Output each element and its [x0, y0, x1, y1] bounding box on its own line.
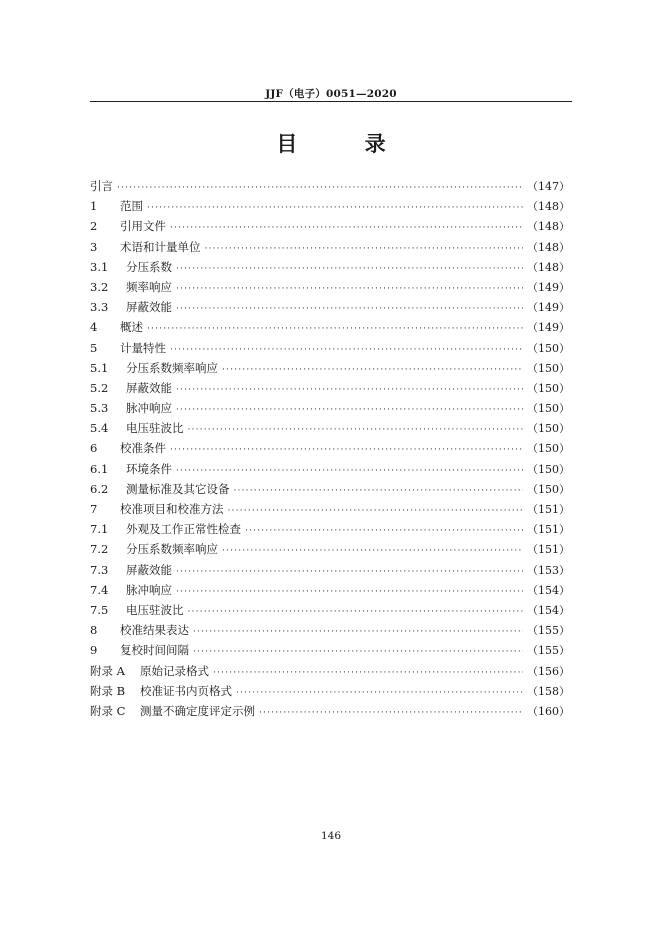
toc-entry[interactable] — [90, 237, 570, 257]
toc-entry-number: 4 — [90, 320, 98, 335]
toc-dot-leader — [234, 481, 524, 501]
toc-entry-title: 测量不确定度评定示例 — [140, 703, 255, 718]
toc-dot-leader — [176, 279, 523, 299]
toc-entry-title: 引言 — [90, 179, 113, 193]
toc-entry-page: （148） — [527, 260, 570, 274]
toc-dot-leader — [170, 218, 523, 238]
toc-dot-leader — [170, 440, 523, 460]
toc-entry-number: 6.1 — [90, 461, 109, 476]
toc-entry[interactable] — [90, 539, 570, 559]
toc-dot-leader — [176, 380, 523, 400]
toc-entry-title: 校准项目和校准方法 — [120, 502, 224, 516]
toc-dot-leader — [259, 703, 523, 723]
toc-entry-page: （151） — [527, 543, 570, 557]
toc-entry-title: 屏蔽效能 — [126, 300, 172, 315]
toc-entry[interactable] — [90, 257, 570, 277]
toc-entry[interactable] — [90, 701, 570, 721]
toc-entry-page: （150） — [527, 422, 570, 436]
toc-entry-number: 5.1 — [90, 360, 109, 375]
toc-entry-number: 5.4 — [90, 421, 109, 436]
toc-entry-number: 8 — [90, 623, 98, 638]
toc-entry-title: 校准结果表达 — [120, 623, 189, 638]
toc-dot-leader — [213, 663, 523, 683]
toc-entry-page: （156） — [527, 664, 570, 678]
toc-entry[interactable] — [90, 317, 570, 337]
toc-dot-leader — [188, 420, 524, 440]
toc-entry-page: （150） — [527, 381, 570, 395]
toc-entry-number: 2 — [90, 219, 98, 234]
toc-entry[interactable] — [90, 196, 570, 216]
toc-dot-leader — [176, 582, 523, 602]
toc-entry-page: （155） — [527, 624, 570, 638]
toc-entry[interactable] — [90, 216, 570, 236]
toc-entry-title: 复校时间间隔 — [120, 643, 189, 658]
toc-entry-number: 6.2 — [90, 481, 109, 496]
toc-entry[interactable] — [90, 560, 570, 580]
toc-entry[interactable] — [90, 418, 570, 438]
toc-dot-leader — [222, 541, 523, 561]
toc-dot-leader — [236, 683, 523, 703]
toc-entry-number: 附录 C — [90, 703, 126, 718]
toc-entry[interactable] — [90, 338, 570, 358]
toc-dot-leader — [147, 319, 523, 339]
toc-dot-leader — [170, 340, 523, 360]
toc-entry-page: （154） — [527, 603, 570, 617]
toc-entry[interactable] — [90, 661, 570, 681]
toc-entry-title: 测量标准及其它设备 — [126, 481, 230, 496]
toc-entry-number: 5 — [90, 340, 98, 355]
toc-entry-page: （151） — [527, 503, 570, 516]
toc-dot-leader — [176, 562, 523, 582]
header-divider — [90, 101, 572, 102]
toc-entry[interactable] — [90, 600, 570, 620]
toc-entry-title: 环境条件 — [126, 461, 172, 476]
toc-entry-number: 7 — [90, 502, 98, 516]
toc-entry[interactable] — [90, 358, 570, 378]
toc-entry-title: 术语和计量单位 — [120, 239, 201, 254]
toc-entry-number: 7.1 — [90, 522, 109, 537]
toc-entry-number: 7.5 — [90, 602, 109, 617]
toc-dot-leader — [205, 239, 524, 259]
toc-entry[interactable] — [90, 620, 570, 640]
toc-entry-title: 外观及工作正常性检查 — [126, 522, 241, 537]
toc-entry-number: 7.4 — [90, 582, 109, 597]
toc-entry-number: 附录 A — [90, 663, 125, 678]
toc-entry-title: 分压系数频率响应 — [126, 542, 218, 557]
toc-dot-leader — [245, 521, 523, 541]
toc-entry-title: 原始记录格式 — [140, 663, 209, 678]
toc-entry-page: （153） — [527, 563, 570, 577]
toc-entry[interactable] — [90, 681, 570, 701]
toc-entry-page: （149） — [527, 280, 570, 294]
toc-dot-leader — [176, 461, 523, 481]
toc-dot-leader — [176, 299, 523, 319]
toc-entry-number: 7.3 — [90, 562, 109, 577]
page-title: 目 录 — [276, 131, 416, 156]
toc-entry[interactable] — [90, 640, 570, 660]
toc-dot-leader — [117, 178, 523, 198]
toc-entry-title: 概述 — [120, 320, 143, 335]
toc-entry[interactable] — [90, 277, 570, 297]
toc-entry[interactable] — [90, 297, 570, 317]
toc-entry-title: 屏蔽效能 — [126, 562, 172, 577]
toc-dot-leader — [176, 259, 523, 279]
page-number: 146 — [320, 830, 342, 842]
toc-entry-number: 9 — [90, 643, 98, 658]
toc-entry[interactable] — [90, 378, 570, 398]
toc-dot-leader — [188, 602, 524, 622]
toc-entry-page: （148） — [527, 240, 570, 254]
toc-entry-page: （150） — [527, 402, 570, 416]
toc-entry-page: （149） — [527, 321, 570, 335]
toc-entry-number: 3.1 — [90, 259, 109, 274]
toc-entry-number: 1 — [90, 199, 98, 214]
toc-entry-number: 3.3 — [90, 300, 109, 315]
toc-entry-number: 3.2 — [90, 279, 109, 294]
toc-entry[interactable] — [90, 479, 570, 499]
toc-entry-title: 范围 — [120, 199, 143, 214]
document-code-header: JJF（电子）0051—2020 — [265, 88, 397, 100]
toc-entry-page: （150） — [527, 462, 570, 476]
toc-entry-title: 电压驻波比 — [126, 421, 184, 436]
toc-entry-title: 分压系数 — [126, 259, 172, 274]
toc-entry[interactable] — [90, 398, 570, 418]
toc-entry-page: （150） — [527, 482, 570, 496]
toc-entry-number: 附录 B — [90, 683, 126, 698]
toc-entry-page: （160） — [527, 704, 570, 718]
toc-entry-title: 校准证书内页格式 — [140, 683, 232, 698]
toc-entry[interactable] — [90, 519, 570, 539]
table-of-contents — [90, 176, 570, 721]
toc-entry-title: 电压驻波比 — [126, 602, 184, 617]
toc-entry-page: （150） — [527, 341, 570, 355]
toc-entry-number: 5.3 — [90, 401, 109, 416]
toc-dot-leader — [222, 360, 523, 380]
toc-entry[interactable] — [90, 499, 570, 519]
toc-entry-title: 计量特性 — [120, 340, 166, 355]
toc-entry-title: 校准条件 — [120, 441, 166, 456]
toc-entry-page: （148） — [527, 220, 570, 234]
toc-entry-number: 7.2 — [90, 542, 109, 557]
toc-entry-page: （149） — [527, 301, 570, 315]
toc-entry[interactable] — [90, 580, 570, 600]
toc-entry[interactable] — [90, 459, 570, 479]
toc-dot-leader — [193, 622, 523, 642]
toc-dot-leader — [176, 400, 523, 420]
toc-dot-leader — [193, 642, 523, 662]
toc-entry-title: 脉冲响应 — [126, 401, 172, 416]
toc-entry-number: 6 — [90, 441, 98, 456]
toc-entry-page: （148） — [527, 200, 570, 214]
toc-dot-leader — [147, 198, 523, 218]
toc-entry-title: 屏蔽效能 — [126, 380, 172, 395]
toc-entry-page: （150） — [527, 361, 570, 375]
toc-entry-title: 引用文件 — [120, 219, 166, 234]
toc-entry-title: 频率响应 — [126, 279, 172, 294]
toc-entry-number: 3 — [90, 239, 98, 254]
toc-dot-leader — [228, 501, 524, 521]
toc-entry-page: （147） — [527, 180, 570, 193]
toc-entry[interactable] — [90, 176, 570, 196]
toc-entry-page: （150） — [527, 442, 570, 456]
toc-entry-page: （158） — [527, 684, 570, 698]
toc-entry-page: （155） — [527, 644, 570, 658]
toc-entry-title: 分压系数频率响应 — [126, 360, 218, 375]
toc-entry-page: （154） — [527, 583, 570, 597]
toc-entry-page: （151） — [527, 523, 570, 537]
toc-entry-title: 脉冲响应 — [126, 582, 172, 597]
toc-entry-number: 5.2 — [90, 380, 109, 395]
toc-entry[interactable] — [90, 438, 570, 458]
